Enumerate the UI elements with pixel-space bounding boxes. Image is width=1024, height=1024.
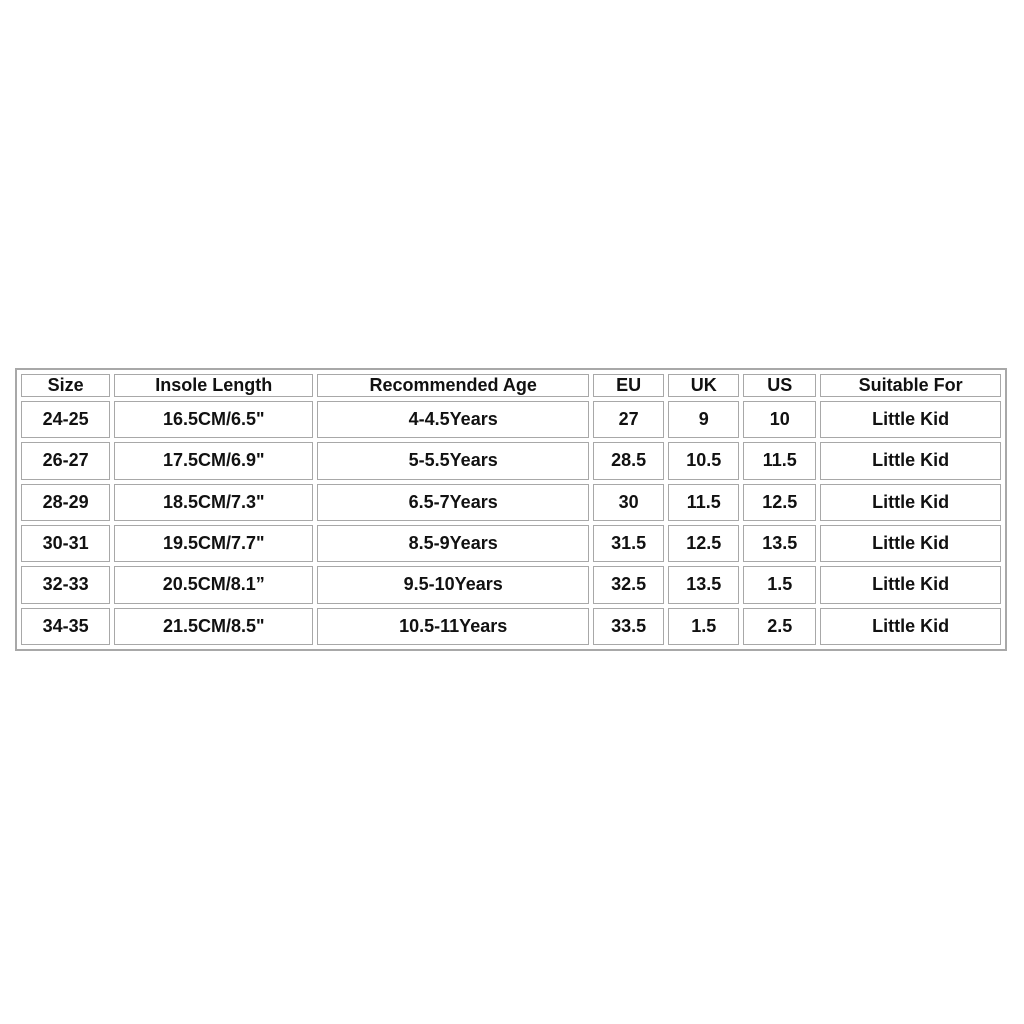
- cell-us: 12.5: [743, 484, 816, 521]
- table-row: [21, 566, 1001, 603]
- cell-size: 24-25: [21, 401, 110, 438]
- cell-us: 2.5: [743, 608, 816, 645]
- cell-recommended-age: 5-5.5Years: [317, 442, 589, 479]
- cell-eu: 33.5: [593, 608, 664, 645]
- table-row: [21, 608, 1001, 645]
- size-chart-table: [15, 368, 1007, 651]
- cell-suitable-for: Little Kid: [820, 608, 1001, 645]
- cell-size: 32-33: [21, 566, 110, 603]
- cell-uk: 9: [668, 401, 739, 438]
- cell-insole-length: 16.5CM/6.5": [114, 401, 313, 438]
- cell-eu: 28.5: [593, 442, 664, 479]
- header-recommended-age: Recommended Age: [317, 374, 589, 397]
- cell-recommended-age: 9.5-10Years: [317, 566, 589, 603]
- cell-insole-length: 17.5CM/6.9": [114, 442, 313, 479]
- header-uk: UK: [668, 374, 739, 397]
- cell-uk: 10.5: [668, 442, 739, 479]
- cell-suitable-for: Little Kid: [820, 484, 1001, 521]
- cell-recommended-age: 6.5-7Years: [317, 484, 589, 521]
- cell-uk: 13.5: [668, 566, 739, 603]
- cell-recommended-age: 8.5-9Years: [317, 525, 589, 562]
- table-row: [21, 525, 1001, 562]
- table-row: [21, 442, 1001, 479]
- cell-suitable-for: Little Kid: [820, 442, 1001, 479]
- table-header-row: [21, 374, 1001, 397]
- cell-us: 1.5: [743, 566, 816, 603]
- header-suitable-for: Suitable For: [820, 374, 1001, 397]
- cell-uk: 11.5: [668, 484, 739, 521]
- cell-size: 26-27: [21, 442, 110, 479]
- cell-uk: 1.5: [668, 608, 739, 645]
- cell-recommended-age: 10.5-11Years: [317, 608, 589, 645]
- cell-insole-length: 18.5CM/7.3": [114, 484, 313, 521]
- cell-eu: 27: [593, 401, 664, 438]
- cell-size: 28-29: [21, 484, 110, 521]
- cell-size: 34-35: [21, 608, 110, 645]
- table-row: [21, 484, 1001, 521]
- cell-suitable-for: Little Kid: [820, 401, 1001, 438]
- cell-insole-length: 20.5CM/8.1”: [114, 566, 313, 603]
- cell-size: 30-31: [21, 525, 110, 562]
- cell-eu: 32.5: [593, 566, 664, 603]
- cell-recommended-age: 4-4.5Years: [317, 401, 589, 438]
- cell-us: 13.5: [743, 525, 816, 562]
- cell-us: 10: [743, 401, 816, 438]
- cell-eu: 31.5: [593, 525, 664, 562]
- header-insole-length: Insole Length: [114, 374, 313, 397]
- cell-insole-length: 21.5CM/8.5": [114, 608, 313, 645]
- cell-suitable-for: Little Kid: [820, 525, 1001, 562]
- table-row: [21, 401, 1001, 438]
- header-eu: EU: [593, 374, 664, 397]
- cell-suitable-for: Little Kid: [820, 566, 1001, 603]
- cell-uk: 12.5: [668, 525, 739, 562]
- header-size: Size: [21, 374, 110, 397]
- header-us: US: [743, 374, 816, 397]
- cell-eu: 30: [593, 484, 664, 521]
- cell-us: 11.5: [743, 442, 816, 479]
- cell-insole-length: 19.5CM/7.7": [114, 525, 313, 562]
